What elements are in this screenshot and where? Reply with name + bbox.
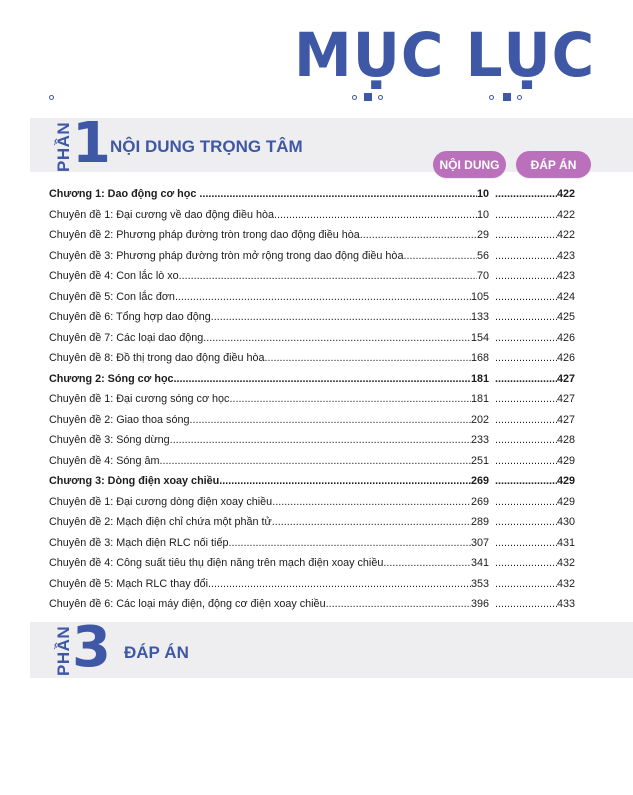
decor-ring-icon <box>517 95 522 100</box>
toc-row[interactable]: Chuyên đề 4: Sóng âm ..... 251 ..... 429 <box>49 455 575 476</box>
toc-row[interactable]: Chuyên đề 2: Phương pháp đường tròn trong dao động điều hòa. ..... 29 ..... 422 <box>49 229 575 250</box>
toc-row[interactable]: Chuyên đề 2: Mạch điện chỉ chứa một phần tử. ..... 289 ..... 430 <box>49 516 575 537</box>
decor-ring-icon <box>352 95 357 100</box>
toc-row[interactable]: Chuyên đề 4: Công suất tiêu thụ điện năng trên mạch điện xoay chiều. ..... 341 ..... 432 <box>49 557 575 578</box>
part3-phan-label: PHẦN <box>54 625 73 676</box>
toc-list <box>49 188 575 619</box>
toc-row[interactable]: Chương 1: Dao động cơ học . ..... 10 ..... 422 <box>49 188 575 209</box>
decor-ring-icon <box>489 95 494 100</box>
content-pill: NỘI DUNG <box>433 151 506 178</box>
part3-title: ĐÁP ÁN <box>124 643 189 662</box>
toc-row[interactable]: Chuyên đề 3: Phương pháp đường tròn mở rộng trong dao động điều hòa. ..... 56 ..... 423 <box>49 250 575 271</box>
answers-pill: ĐÁP ÁN <box>516 151 591 178</box>
part3-banner <box>30 615 633 680</box>
part1-number: 1 <box>72 111 111 176</box>
toc-row[interactable]: Chương 2: Sóng cơ học. ..... 181 ..... 427 <box>49 373 575 394</box>
decor-square-icon <box>503 93 511 101</box>
toc-row[interactable]: Chuyên đề 1: Đại cương sóng cơ học. ..... 181 ..... 427 <box>49 393 575 414</box>
page-title: MỤC LỤC <box>294 19 596 91</box>
part3-number: 3 <box>72 615 111 680</box>
toc-row[interactable]: Chuyên đề 4: Con lắc lò xo. ..... 70 ..... 423 <box>49 270 575 291</box>
decor-ring-icon <box>378 95 383 100</box>
toc-row[interactable]: Chuyên đề 6: Tổng hợp dao động ..... 133 ..... 425 <box>49 311 575 332</box>
toc-row[interactable]: Chuyên đề 2: Giao thoa sóng ..... 202 ..... 427 <box>49 414 575 435</box>
toc-row[interactable]: Chuyên đề 5: Mạch RLC thay đổi ..... 353 ..... 432 <box>49 578 575 599</box>
toc-row[interactable]: Chuyên đề 7: Các loại dao động. ..... 154 ..... 426 <box>49 332 575 353</box>
toc-row[interactable]: Chuyên đề 3: Mạch điện RLC nối tiếp ..... 307 ..... 431 <box>49 537 575 558</box>
decor-square-icon <box>364 93 372 101</box>
toc-row[interactable]: Chuyên đề 1: Đại cương về dao động điều hòa ..... 10 ..... 422 <box>49 209 575 230</box>
part1-title: NỘI DUNG TRỌNG TÂM <box>110 137 303 156</box>
toc-row[interactable]: Chuyên đề 5: Con lắc đơn ..... 105 ..... 424 <box>49 291 575 312</box>
toc-row[interactable]: Chuyên đề 8: Đồ thị trong dao động điều hòa ..... 168 ..... 426 <box>49 352 575 373</box>
toc-row[interactable]: Chuyên đề 6: Các loại máy điện, động cơ điện xoay chiều.. ..... 396 ..... 433 <box>49 598 575 619</box>
part1-phan-label: PHẦN <box>54 121 73 172</box>
toc-row[interactable]: Chuyên đề 3: Sóng dừng. ..... 233 ..... 428 <box>49 434 575 455</box>
toc-row[interactable]: Chương 3: Dòng điện xoay chiều ..... 269 ..... 429 <box>49 475 575 496</box>
decor-ring-icon <box>49 95 54 100</box>
toc-row[interactable]: Chuyên đề 1: Đại cương dòng điện xoay chiều. ..... 269 ..... 429 <box>49 496 575 517</box>
